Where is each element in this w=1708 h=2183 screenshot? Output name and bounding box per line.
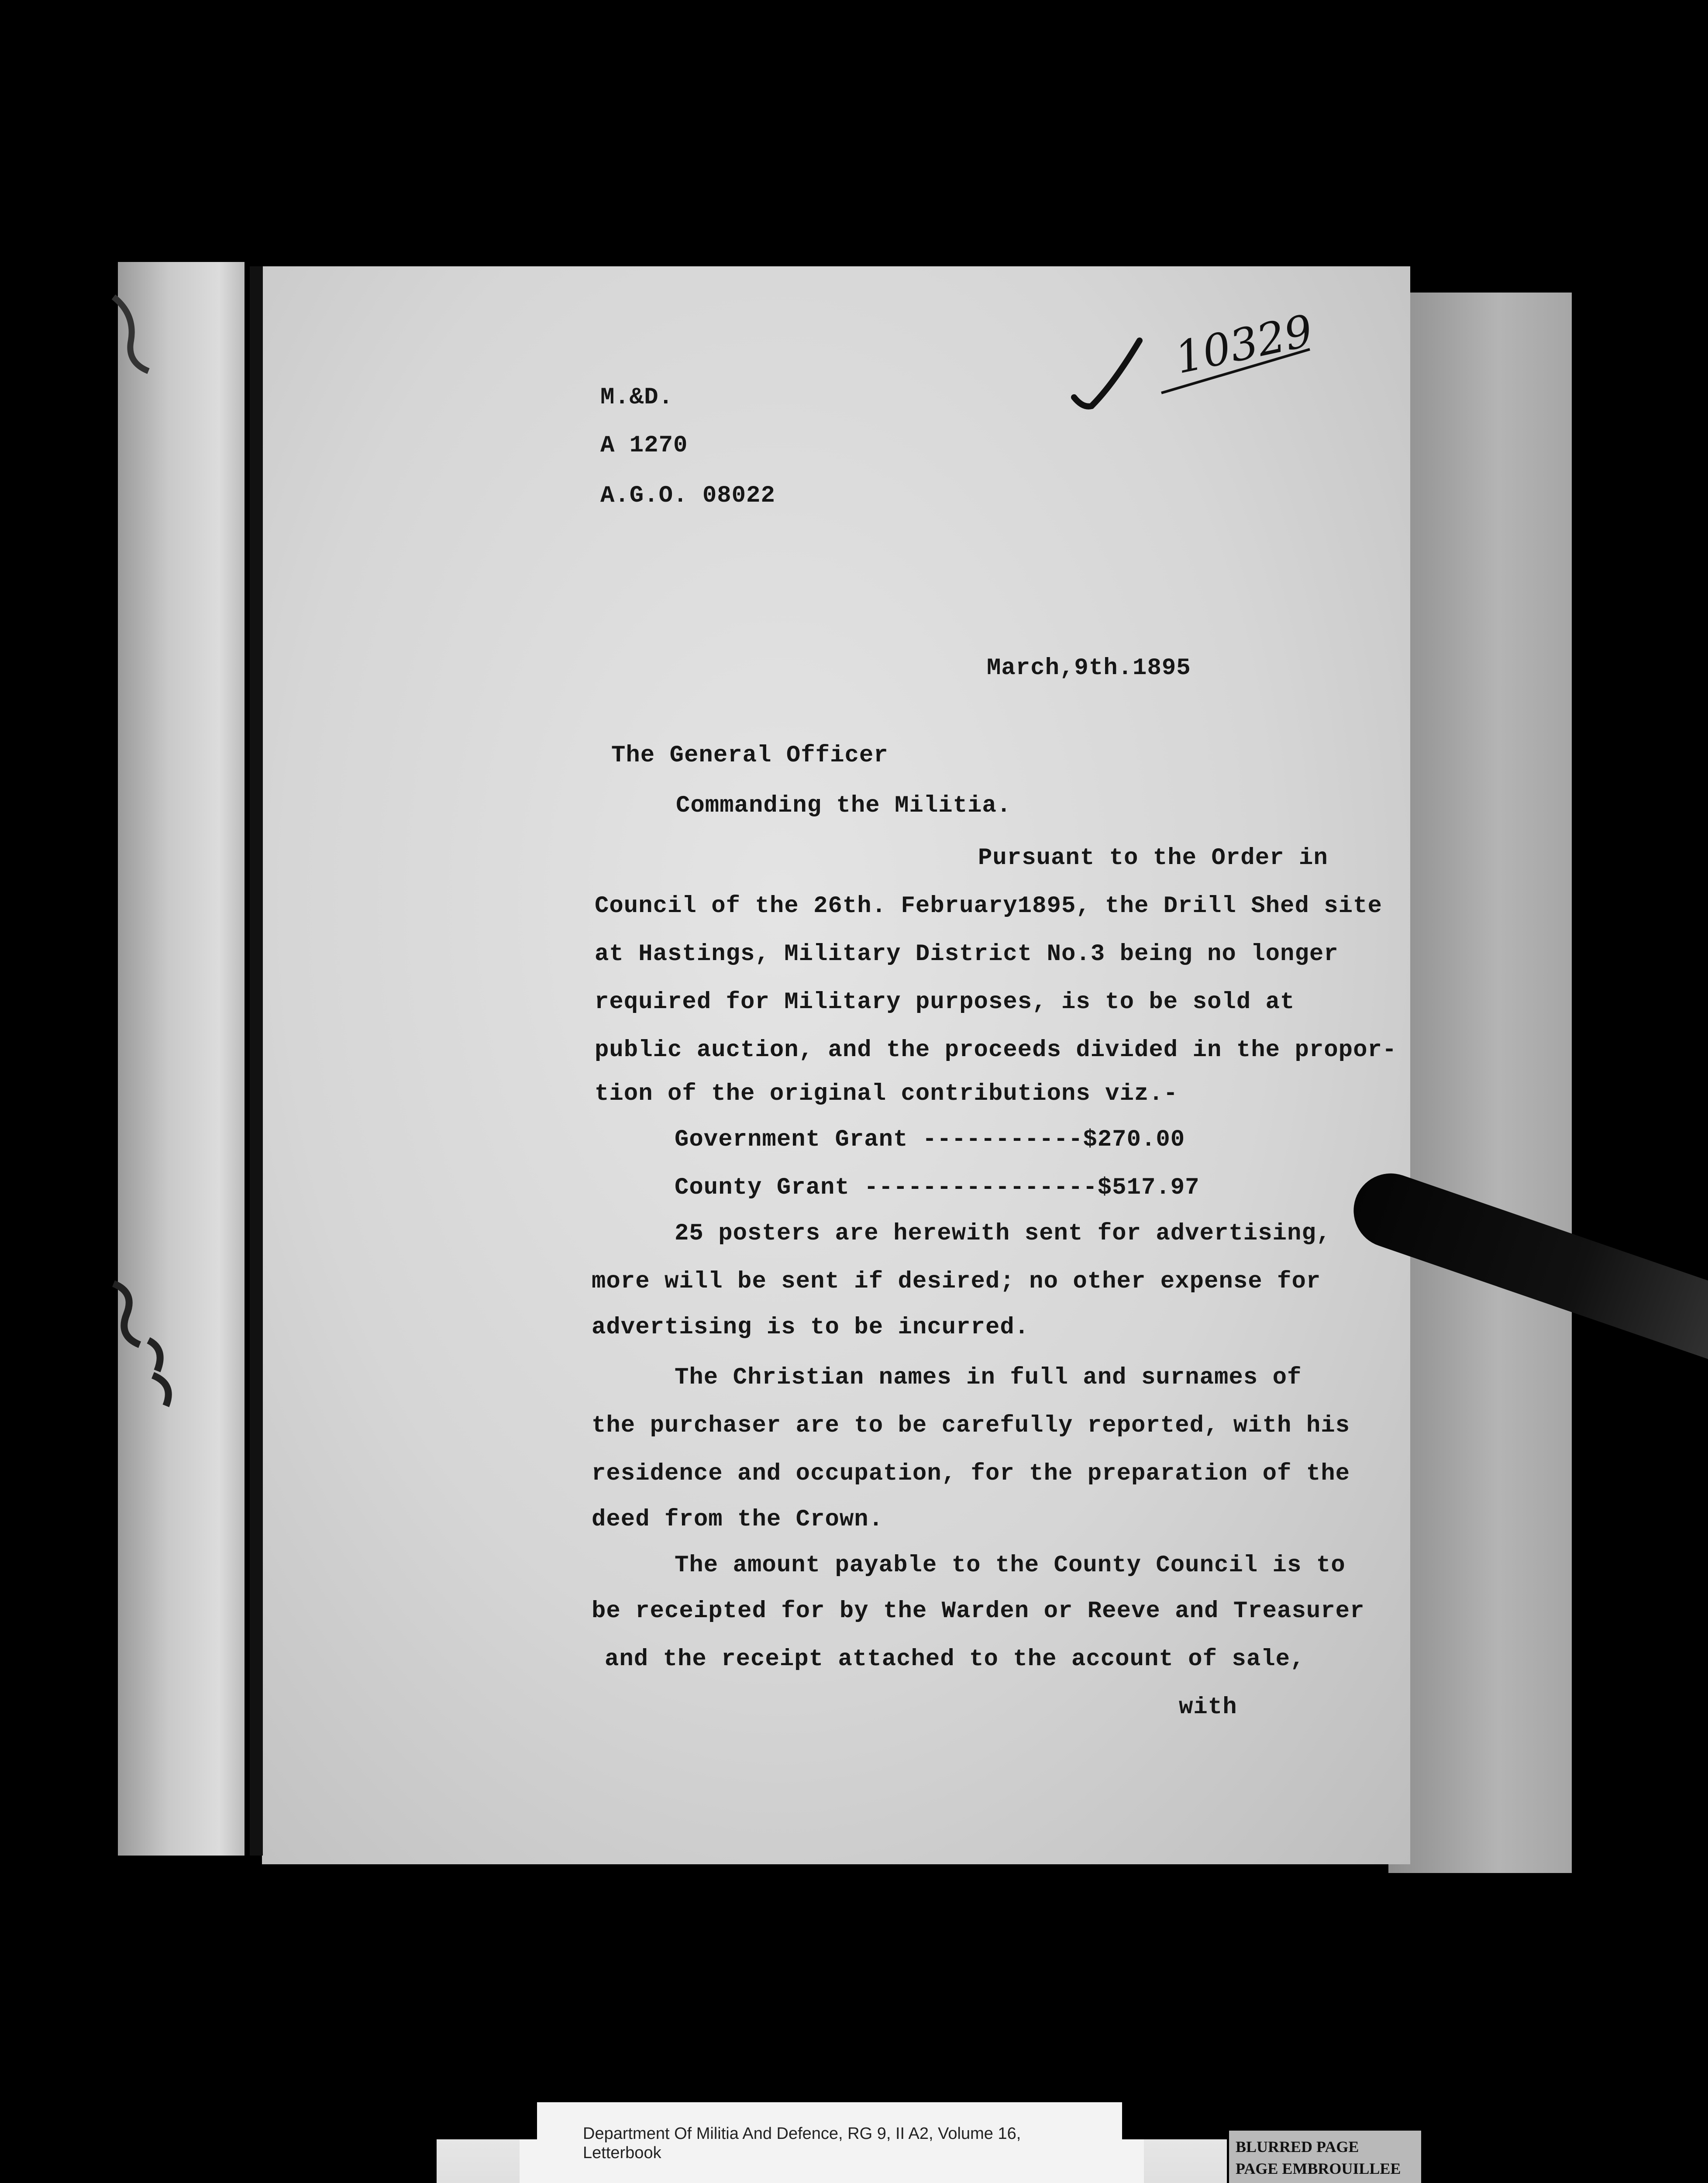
- ref-line-3: A.G.O. 08022: [600, 482, 775, 509]
- body-line: deed from the Crown.: [592, 1506, 884, 1533]
- margin-handwriting-icon: [100, 1275, 196, 1415]
- margin-scribble-icon: [105, 288, 157, 375]
- ref-line-1: M.&D.: [600, 384, 674, 411]
- body-line: Council of the 26th. February1895, the Drill Shed site: [595, 893, 1382, 919]
- body-line: required for Military purposes, is to be sold at: [595, 989, 1295, 1016]
- archive-label-text: [583, 2124, 1107, 2162]
- salutation-line-1: The General Officer: [611, 742, 888, 769]
- letter-page: [262, 266, 1410, 1864]
- left-binding-page: [118, 262, 244, 1856]
- archive-label-line-2: Letterbook: [583, 2144, 661, 2162]
- body-line: The Christian names in full and surnames of: [675, 1364, 1302, 1391]
- body-line: be receipted for by the Warden or Reeve and Treasurer: [592, 1598, 1365, 1625]
- body-line: more will be sent if desired; no other expense for: [592, 1268, 1321, 1295]
- ref-line-2: A 1270: [600, 432, 688, 459]
- body-line: The amount payable to the County Council is to: [675, 1552, 1346, 1579]
- letter-date: March,9th.1895: [987, 655, 1191, 682]
- body-line: at Hastings, Military District No.3 being no longer: [595, 941, 1339, 968]
- county-grant-line: County Grant ----------------$517.97: [675, 1174, 1200, 1201]
- body-line: the purchaser are to be carefully reported, with his: [592, 1412, 1350, 1439]
- body-line: advertising is to be incurred.: [592, 1314, 1030, 1341]
- back-page-shadow: [1388, 293, 1572, 1873]
- government-grant-line: Government Grant -----------$270.00: [675, 1126, 1185, 1153]
- binding-edge: [250, 266, 263, 1856]
- archive-label-line-1: Department Of Militia And Defence, RG 9, II A2, Volume 16,: [583, 2124, 1021, 2143]
- body-line: residence and occupation, for the preparation of the: [592, 1460, 1350, 1487]
- handwritten-number: 10329: [1171, 305, 1317, 384]
- body-line: 25 posters are herewith sent for advertising,: [675, 1220, 1331, 1247]
- blurred-page-text: BLURRED PAGE: [1236, 2138, 1359, 2155]
- body-line: public auction, and the proceeds divided in the propor-: [595, 1037, 1397, 1064]
- salutation-line-2: Commanding the Militia.: [676, 792, 1012, 819]
- body-line: with: [1179, 1694, 1237, 1721]
- body-line: Pursuant to the Order in: [978, 845, 1328, 871]
- body-line: tion of the original contributions viz.-: [595, 1081, 1178, 1107]
- body-line: and the receipt attached to the account of sale,: [605, 1646, 1305, 1673]
- page-embrouillee-text: PAGE EMBROUILLEE: [1236, 2160, 1401, 2177]
